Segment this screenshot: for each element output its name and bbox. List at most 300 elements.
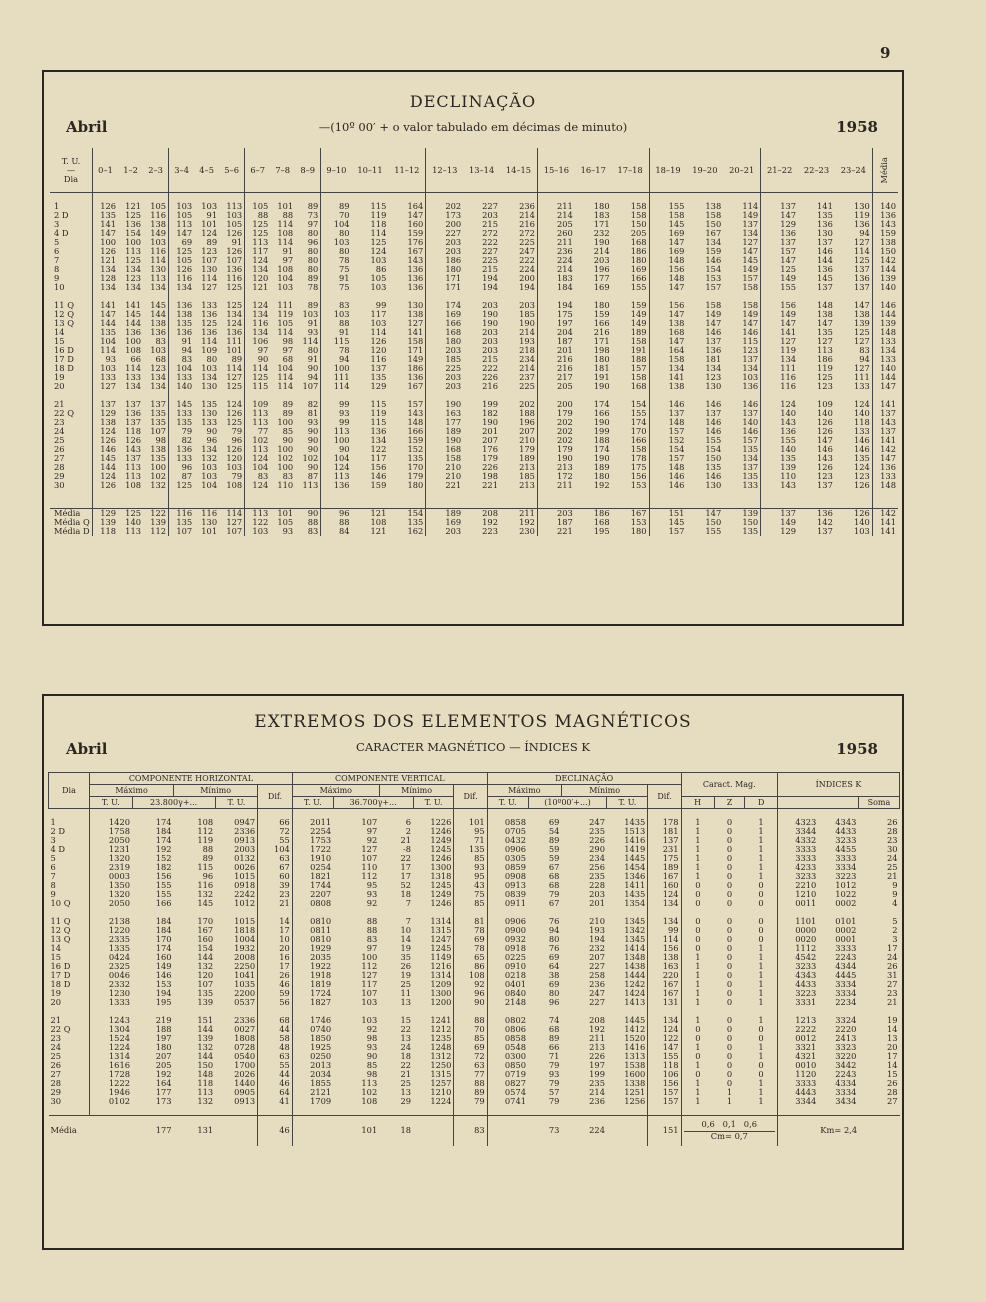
- hour-value: 99: [375, 300, 387, 310]
- extremos-value: 85: [454, 854, 487, 863]
- extremos-value: 0: [758, 880, 764, 890]
- extremos-value: 88: [202, 844, 214, 854]
- hour-value: 182: [482, 408, 498, 418]
- hour-value: 166: [407, 426, 424, 436]
- extremos-value: 160: [197, 934, 214, 944]
- declinacao-subtitle: —(10º 00′ + o valor tabulado em décimas de minuto): [318, 120, 628, 134]
- extremos-value: 108: [197, 817, 214, 827]
- hour-value: 123: [705, 372, 722, 382]
- hour-value: 127: [853, 336, 870, 346]
- hour-value: 107: [226, 255, 243, 265]
- extremos-value: 1320: [90, 890, 133, 899]
- extremos-value: 25: [886, 862, 898, 872]
- hour-value: 186: [426, 256, 463, 265]
- extremos-value: 1350: [90, 881, 133, 890]
- hour-value: 96: [321, 509, 352, 519]
- extremos-value: 192: [155, 844, 172, 854]
- hour-value: 133: [742, 480, 759, 490]
- extremos-value: 27: [886, 979, 898, 989]
- hour-value: 121: [370, 526, 387, 536]
- hour-value: 186: [630, 246, 647, 256]
- hour-value: 91: [307, 318, 319, 328]
- hour-value: 136: [872, 463, 898, 472]
- extremos-value: 0540: [234, 1051, 256, 1061]
- declinacao-row: [50, 463, 898, 472]
- hour-value: 159: [593, 309, 610, 319]
- hour-value: 155: [761, 283, 798, 292]
- extremos-value: 2138: [90, 917, 133, 926]
- hour-value: 115: [370, 399, 387, 409]
- hour-value: 146: [817, 444, 833, 454]
- extremos-value: -8: [402, 844, 412, 854]
- hour-value: 133: [169, 373, 195, 382]
- extremos-value: 0: [681, 881, 714, 890]
- hour-value: 145: [93, 454, 119, 463]
- hour-value: 136: [125, 219, 142, 229]
- hour-value: 153: [630, 480, 647, 490]
- extremos-value: 97: [366, 826, 378, 836]
- hour-value: 90: [307, 435, 319, 445]
- hour-value: 91: [307, 354, 319, 364]
- extremos-value: 99: [648, 926, 681, 935]
- hour-value: 190: [482, 318, 498, 328]
- hour-value: 135: [370, 372, 387, 382]
- hour-value: 135: [817, 210, 833, 220]
- page-number: 9: [880, 44, 891, 62]
- extremos-value: 26: [258, 971, 293, 980]
- hour-value: 124: [370, 246, 387, 256]
- hour-value: 169: [426, 518, 463, 527]
- hour-value: 180: [593, 300, 610, 310]
- day-label: 18 D: [54, 363, 74, 373]
- hour-value: 188: [519, 408, 535, 418]
- mean-blank: [607, 1116, 648, 1146]
- hour-value: 78: [307, 282, 319, 292]
- hour-value: 158: [742, 300, 759, 310]
- extremos-value: 115: [197, 862, 214, 872]
- extremos-value: 13: [400, 997, 412, 1007]
- extremos-value: 2121: [292, 1088, 333, 1097]
- extremos-value: 79: [548, 1078, 560, 1088]
- header-hour: 11–12: [388, 148, 425, 193]
- hour-value: 136: [817, 219, 833, 229]
- hour-value: 158: [742, 282, 759, 292]
- hour-value: 130: [201, 408, 218, 418]
- hour-value: 137: [742, 408, 759, 418]
- hour-value: 123: [853, 471, 870, 481]
- extremos-value: 0: [681, 917, 714, 926]
- extremos-value: 0811: [292, 926, 333, 935]
- extremos-value: 116: [197, 880, 214, 890]
- extremos-value: 1: [681, 980, 714, 989]
- hour-value: 146: [649, 400, 686, 409]
- hour-value: 137: [125, 453, 142, 463]
- extremos-value: 132: [197, 1042, 214, 1052]
- hour-value: 124: [245, 256, 271, 265]
- hour-value: 116: [150, 246, 167, 256]
- hour-value: 98: [282, 336, 294, 346]
- extremos-value: 59: [548, 844, 560, 854]
- extremos-value: 1: [758, 961, 764, 971]
- day-label: 26: [50, 1060, 62, 1070]
- hour-value: 127: [742, 237, 759, 247]
- day-label: Média Q: [54, 517, 90, 527]
- hour-value: 108: [370, 517, 387, 527]
- extremos-value: 0839: [487, 890, 528, 899]
- hour-value: 166: [593, 318, 610, 328]
- declinacao-year: 1958: [836, 118, 878, 136]
- extremos-value: 60: [258, 872, 293, 881]
- day-label: 1: [54, 201, 60, 211]
- hour-value: 157: [742, 273, 759, 283]
- hour-value: 156: [649, 265, 686, 274]
- hour-value: 103: [93, 364, 119, 373]
- day-label: Média D: [54, 526, 90, 536]
- mean-d-dif: 151: [648, 1116, 681, 1146]
- hour-value: 113: [302, 480, 319, 490]
- extremos-value: 17: [400, 871, 412, 881]
- extremos-value: 46: [258, 1079, 293, 1088]
- mean-h-dif: 46: [258, 1116, 293, 1146]
- hour-value: 158: [630, 210, 647, 220]
- hour-value: 126: [370, 336, 387, 346]
- hour-value: 214: [519, 210, 535, 220]
- extremos-value: 0741: [487, 1097, 528, 1106]
- extremos-value: 180: [155, 1042, 172, 1052]
- extremos-value: 38: [548, 970, 560, 980]
- hour-value: 87: [307, 471, 319, 481]
- spacer-cell: [714, 1106, 745, 1116]
- hour-value: 100: [125, 237, 142, 247]
- hour-value: 83: [321, 301, 352, 310]
- hour-value: 140: [872, 364, 898, 373]
- hour-value: 147: [761, 256, 798, 265]
- extremos-value: 194: [589, 934, 605, 944]
- extremos-value: 96: [548, 997, 560, 1007]
- spacer-cell: [50, 490, 93, 499]
- spacer-cell: [723, 490, 760, 499]
- hour-value: 136: [201, 309, 218, 319]
- mean-blank: [215, 1116, 258, 1146]
- extremos-value: 0: [726, 970, 733, 980]
- hour-value: 121: [93, 256, 119, 265]
- extremos-value: 107: [197, 979, 214, 989]
- hour-value: 90: [321, 445, 352, 454]
- extremos-value: 3333: [835, 943, 857, 953]
- hour-value: 118: [370, 219, 387, 229]
- hour-value: 138: [150, 219, 167, 229]
- header-v-base: 36.700γ+...: [333, 797, 413, 809]
- hour-value: 124: [853, 399, 870, 409]
- extremos-value: 1412: [624, 1024, 646, 1034]
- header-hour: 17–18: [612, 148, 649, 193]
- hour-value: 90: [307, 426, 319, 436]
- extremos-value: 0: [758, 934, 764, 944]
- hour-value: 202: [537, 436, 574, 445]
- hour-value: 137: [742, 354, 759, 364]
- spacer-cell: [607, 1106, 648, 1116]
- hour-value: 136: [761, 427, 798, 436]
- extremos-value: 43: [454, 881, 487, 890]
- extremos-value: 0046: [90, 971, 133, 980]
- hour-value: 146: [649, 481, 686, 490]
- hour-value: 224: [537, 256, 574, 265]
- extremos-value: 1700: [234, 1060, 256, 1070]
- extremos-header-row-1: [49, 773, 900, 785]
- spacer-cell: [649, 490, 686, 499]
- hour-value: 116: [761, 373, 798, 382]
- hour-value: 125: [226, 300, 243, 310]
- hour-value: 260: [537, 229, 574, 238]
- extremos-value: 1245: [430, 844, 452, 854]
- hour-value: 114: [93, 346, 119, 355]
- hour-value: 135: [150, 417, 167, 427]
- extremos-value: 1248: [430, 1042, 452, 1052]
- extremos-value: 181: [648, 827, 681, 836]
- hour-value: 124: [321, 463, 352, 472]
- hour-value: 225: [519, 237, 535, 247]
- hour-value: 169: [630, 264, 647, 274]
- extremos-value: 26: [886, 817, 898, 827]
- extremos-value: 114: [648, 935, 681, 944]
- hour-value: 134: [201, 444, 218, 454]
- extremos-value: 0: [726, 826, 733, 836]
- hour-value: 123: [125, 273, 142, 283]
- hour-value: 125: [761, 265, 798, 274]
- spacer-cell: [295, 490, 321, 499]
- extremos-value: 1: [681, 1016, 714, 1025]
- extremos-value: 132: [197, 889, 214, 899]
- extremos-value: 1: [758, 970, 764, 980]
- extremos-value: 1538: [624, 1060, 646, 1070]
- hour-value: 157: [649, 527, 686, 536]
- hour-value: 140: [761, 409, 798, 418]
- spacer-cell: [745, 1106, 778, 1116]
- declinacao-body: [50, 193, 898, 537]
- extremos-value: 0858: [487, 818, 528, 827]
- hour-value: 203: [482, 336, 498, 346]
- header-hour: 6–7: [245, 148, 271, 193]
- spacer-cell: [118, 490, 143, 499]
- extremos-value: 1: [758, 871, 764, 881]
- extremos-value: 89: [202, 853, 214, 863]
- hour-value: 151: [649, 509, 686, 519]
- hour-value: 146: [649, 472, 686, 481]
- hour-value: 156: [649, 301, 686, 310]
- hour-value: 143: [872, 220, 898, 229]
- extremos-value: 2243: [835, 1069, 857, 1079]
- hour-value: 138: [407, 309, 424, 319]
- extremos-value: 1226: [430, 817, 452, 827]
- header-hour: 18–19: [649, 148, 686, 193]
- hour-value: 247: [519, 246, 535, 256]
- extremos-value: 19: [886, 1015, 898, 1025]
- hour-value: 132: [201, 453, 218, 463]
- hour-value: 166: [630, 273, 647, 283]
- hour-value: 97: [282, 345, 294, 355]
- extremos-value: 147: [648, 1043, 681, 1052]
- hour-value: 89: [307, 300, 319, 310]
- extremos-value: 108: [361, 1096, 378, 1106]
- spacer-cell: [537, 490, 574, 499]
- header-tu-dia: [50, 148, 93, 193]
- day-label: 24: [54, 426, 65, 436]
- hour-value: 202: [537, 418, 574, 427]
- hour-value: 222: [482, 237, 498, 247]
- hour-value: 155: [649, 202, 686, 211]
- hour-value: 146: [872, 301, 898, 310]
- hour-value: 105: [277, 318, 294, 328]
- extremos-value: 1: [681, 998, 714, 1007]
- extremos-value: 112: [197, 826, 214, 836]
- extremos-value: 3434: [835, 1096, 857, 1106]
- hour-value: 234: [519, 354, 535, 364]
- hour-value: 125: [226, 381, 243, 391]
- extremos-value: 208: [589, 1015, 605, 1025]
- extremos-value: 2011: [292, 818, 333, 827]
- day-label: 25: [50, 1051, 62, 1061]
- header-h-tu-min: T. U.: [215, 797, 258, 809]
- extremos-value: 1: [681, 872, 714, 881]
- hour-value: 123: [201, 246, 218, 256]
- extremos-value: 55: [258, 1061, 293, 1070]
- extremos-value: 189: [648, 863, 681, 872]
- header-v-tu-min: T. U.: [413, 797, 454, 809]
- hour-value: 174: [630, 417, 647, 427]
- extremos-value: 144: [197, 1024, 214, 1034]
- extremos-value: 1112: [777, 944, 818, 953]
- extremos-value: 1: [758, 1051, 764, 1061]
- hour-value: 153: [630, 517, 647, 527]
- extremos-value: 0850: [487, 1061, 528, 1070]
- hour-value: 124: [853, 462, 870, 472]
- extremos-value: 75: [454, 890, 487, 899]
- hour-value: 135: [705, 462, 722, 472]
- spacer-cell: [388, 490, 425, 499]
- declinacao-month: Abril: [66, 118, 108, 136]
- extremos-value: 148: [197, 1069, 214, 1079]
- hour-value: 134: [245, 310, 271, 319]
- hour-value: 88: [245, 211, 271, 220]
- extremos-value: 164: [155, 1078, 172, 1088]
- extremos-value: 0: [681, 1070, 714, 1079]
- header-decl: DECLINAÇÃO: [487, 773, 681, 785]
- extremos-value: 174: [155, 835, 172, 845]
- hour-value: 125: [853, 327, 870, 337]
- hour-value: 147: [649, 283, 686, 292]
- extremos-value: 26: [400, 961, 412, 971]
- extremos-value: 1: [681, 1043, 714, 1052]
- extremos-value: 193: [589, 925, 605, 935]
- mean-caract-d: 0,6: [743, 1119, 757, 1130]
- hour-value: 113: [125, 462, 142, 472]
- hour-value: 135: [742, 526, 759, 536]
- hour-value: 221: [537, 527, 574, 536]
- extremos-value: 138: [648, 953, 681, 962]
- extremos-value: 1: [758, 997, 764, 1007]
- header-indices: ÍNDICES K: [777, 773, 899, 797]
- extremos-value: 2035: [292, 953, 333, 962]
- extremos-value: 1224: [430, 1096, 452, 1106]
- hour-value: 125: [370, 237, 387, 247]
- hour-value: 164: [649, 346, 686, 355]
- day-label: 6: [54, 246, 60, 256]
- extremos-value: 18: [400, 889, 412, 899]
- extremos-value: 1: [758, 835, 764, 845]
- hour-value: 207: [482, 435, 498, 445]
- header-hour: 23–24: [835, 148, 872, 193]
- hour-value: 154: [649, 445, 686, 454]
- hour-value: 127: [226, 372, 243, 382]
- hour-value: 123: [817, 381, 833, 391]
- hour-value: 134: [150, 381, 167, 391]
- hour-value: 158: [705, 300, 722, 310]
- hour-value: 122: [370, 444, 387, 454]
- extremos-value: 177: [155, 1087, 172, 1097]
- extremos-value: 4455: [835, 844, 857, 854]
- extremos-value: 67: [258, 863, 293, 872]
- hour-value: 134: [761, 355, 798, 364]
- hour-value: 114: [321, 382, 352, 391]
- hour-value: 140: [853, 517, 870, 527]
- extremos-value: 0: [681, 935, 714, 944]
- extremos-value: 17: [258, 926, 293, 935]
- extremos-value: 1: [681, 1079, 714, 1088]
- hour-value: 138: [705, 201, 722, 211]
- day-label: 27: [54, 453, 65, 463]
- extremos-value: 0011: [777, 899, 818, 908]
- day-label: 8: [50, 880, 56, 890]
- hour-value: 105: [277, 517, 294, 527]
- hour-value: 186: [817, 354, 833, 364]
- extremos-value: 0: [726, 835, 733, 845]
- hour-value: 190: [537, 454, 574, 463]
- extremos-value: 29: [400, 1096, 412, 1106]
- extremos-value: 1314: [430, 970, 452, 980]
- extremos-value: 228: [589, 880, 605, 890]
- hour-value: 102: [277, 453, 294, 463]
- hour-value: 226: [482, 372, 498, 382]
- hour-value: 96: [206, 435, 218, 445]
- hour-value: 68: [155, 354, 167, 364]
- declinacao-panel: [42, 70, 904, 626]
- mean-d-min: 224: [561, 1116, 607, 1146]
- extremos-value: 1821: [292, 872, 333, 881]
- extremos-value: 4323: [777, 818, 818, 827]
- hour-value: 236: [537, 247, 574, 256]
- extremos-value: 2: [892, 925, 898, 935]
- extremos-value: 2207: [292, 890, 333, 899]
- extremos-value: 235: [589, 871, 605, 881]
- extremos-value: 1216: [430, 961, 452, 971]
- extremos-value: 0913: [234, 835, 256, 845]
- extremos-value: 203: [589, 889, 605, 899]
- extremos-value: 122: [648, 1034, 681, 1043]
- hour-value: 148: [817, 300, 833, 310]
- hour-value: 211: [537, 481, 574, 490]
- hour-value: 154: [630, 399, 647, 409]
- extremos-value: 0012: [777, 1034, 818, 1043]
- hour-value: 146: [853, 435, 870, 445]
- extremos-title: EXTREMOS DOS ELEMENTOS MAGNÉTICOS: [254, 712, 692, 732]
- extremos-value: 80: [548, 934, 560, 944]
- mean-h-min: 131: [174, 1116, 216, 1146]
- hour-value: 93: [282, 526, 294, 536]
- extremos-value: 1249: [430, 889, 452, 899]
- extremos-value: 1: [681, 845, 714, 854]
- hour-value: 147: [649, 337, 686, 346]
- hour-value: 135: [93, 328, 119, 337]
